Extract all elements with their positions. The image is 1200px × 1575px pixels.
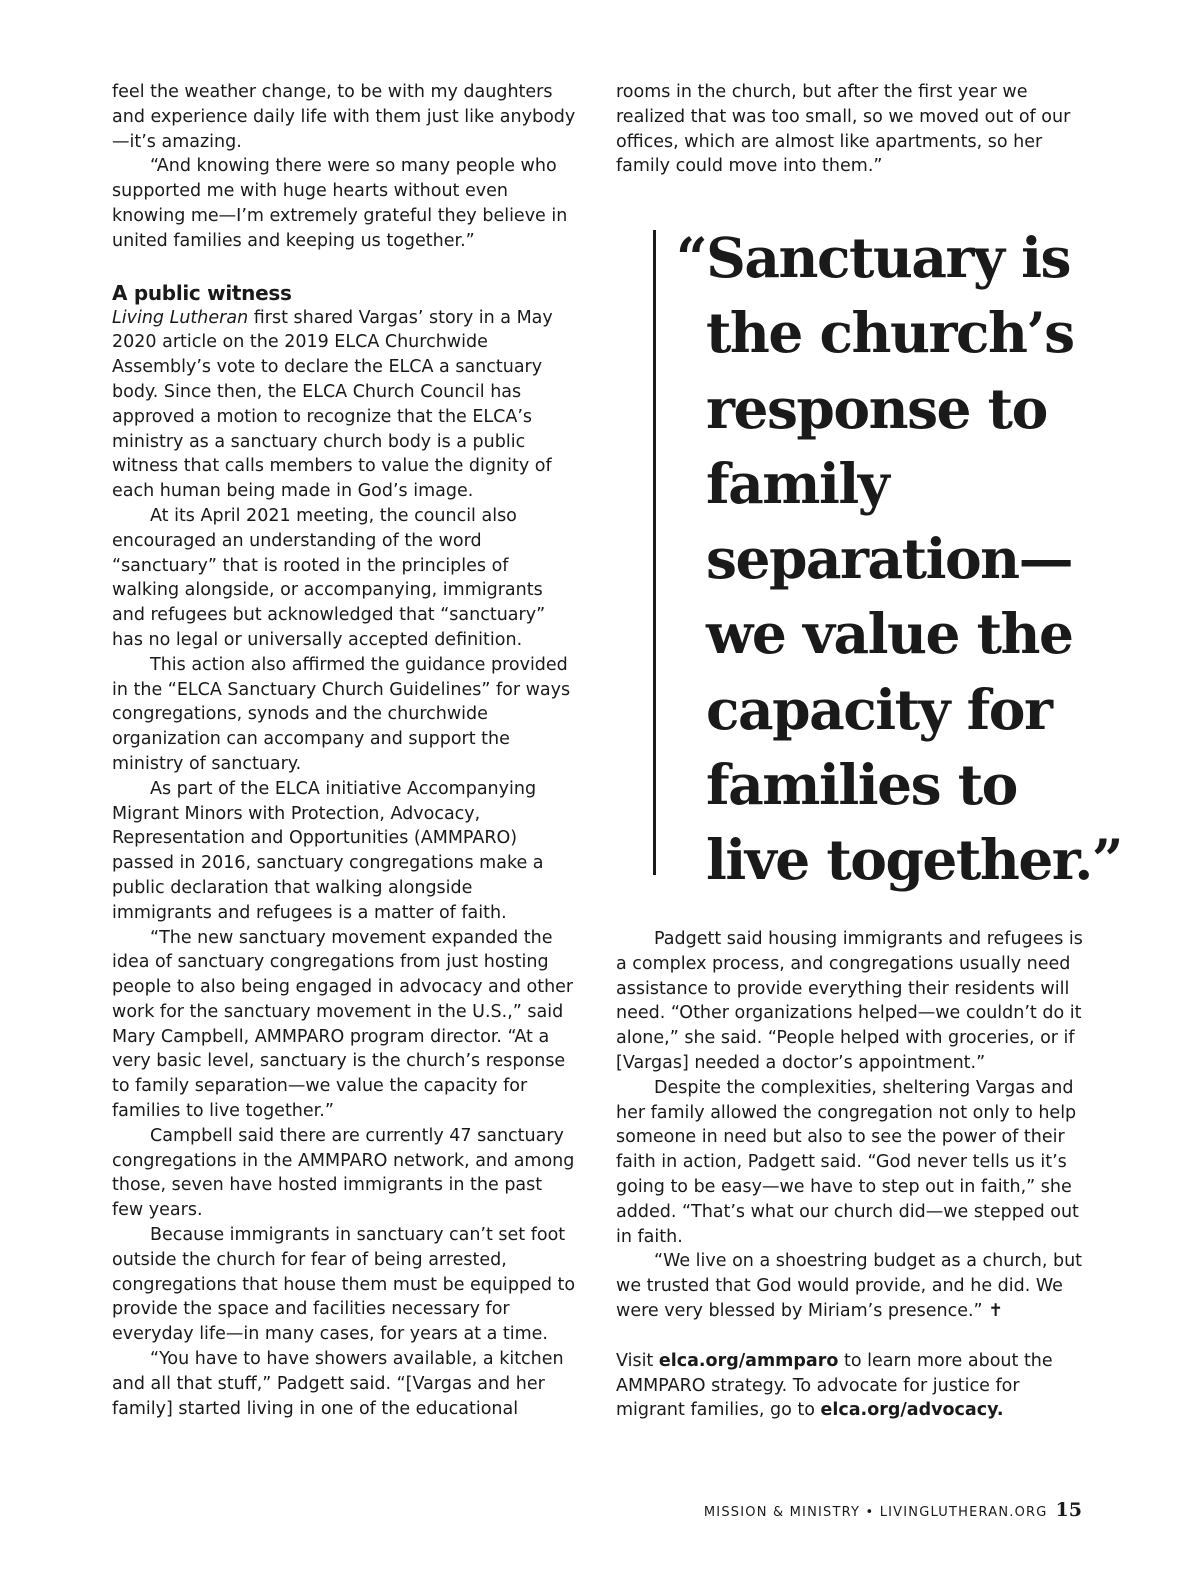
footer-label: MISSION & MINISTRY • LIVINGLUTHERAN.ORG [703, 1505, 1048, 1520]
section-heading: A public witness [112, 280, 292, 305]
paragraph: feel the weather change, to be with my daughters and experience daily life with them just like anybody—it’s amazing. [112, 82, 576, 152]
paragraph: Campbell said there are currently 47 sanctuary congregations in the AMMPARO network, and among those, seven have hosted immigrants in the past few years. [112, 1125, 575, 1221]
paragraph: This action also affirmed the guidance provided in the “ELCA Sanctuary Church Guidelines” for ways congregations, synods and the churchwide organization can accompany and support the ministry of sanctuary. [112, 654, 571, 774]
call-to-action [616, 1349, 1086, 1423]
paragraph-text: “We live on a shoestring budget as a church, but we trusted that God would provide, and he did. We were very blessed by Miriam’s presence.” [616, 1251, 1083, 1321]
paragraph: At its April 2021 meeting, the council also encouraged an understanding of the word “sanctuary” that is rooted in the principles of walking alongside, or accompanying, immigrants and refugees but acknowledged that “sanctuary” has no legal or universally accepted definition. [112, 505, 546, 650]
pull-quote-text: “Sanctuary is the church’s response to family separation— we value the capacity for families to live together.” [676, 225, 1123, 893]
left-column [112, 80, 577, 1421]
cta-text: Visit [616, 1350, 659, 1371]
paragraph-text: first shared Vargas’ story in a May 2020 article on the 2019 ELCA Churchwide Assembly’s vote to declare the ELCA a sanctuary body. Since then, the ELCA Church Council has approved a motion to recognize that the ELCA’s ministry as a sanctuary church body is a public witness that calls members to value the dignity of each human being made in God’s image. [112, 307, 553, 502]
cta-text: to learn more about the AMMPARO strategy. To advocate for justice for migrant families, go to [616, 1350, 1053, 1421]
end-cross-icon: ✝ [988, 1300, 1003, 1321]
page-footer [704, 1499, 1082, 1521]
paragraph: rooms in the church, but after the first year we realized that was too small, so we moved out of our offices, which are almost like apartments, so her family could move into them.” [616, 82, 1071, 177]
paragraph: “You have to have showers available, a kitchen and all that stuff,” Padgett said. “[Vargas and her family] started living in one of the educational [112, 1349, 564, 1419]
publication-title: Living Lutheran [112, 307, 249, 328]
paragraph: “And knowing there were so many people who supported me with huge hearts without even knowing me—I’m extremely grateful they believe in united families and keeping us together.” [112, 156, 568, 251]
paragraph: Padgett said housing immigrants and refugees is a complex process, and congregations usually need assistance to provide everything their residents will need. “Other organizations helped—we couldn’t do it alone,” she said. “People helped with groceries, or if [Vargas] needed a doctor’s appointment.” [616, 929, 1083, 1073]
paragraph [616, 1249, 1086, 1323]
pull-quote [653, 225, 1123, 893]
paragraph: As part of the ELCA initiative Accompanying Migrant Minors with Protection, Advocacy, Representation and Opportunities (AMMPARO) passed in 2016, sanctuary congregations make a public declaration that walking alongside immigrants and refugees is a matter of faith. [112, 778, 544, 923]
paragraph [112, 306, 577, 504]
paragraph: “The new sanctuary movement expanded the idea of sanctuary congregations from just hosting people to also being engaged in advocacy and other work for the sanctuary movement in the U.S.,” said Mary Campbell, AMMPARO program director. “At a very basic level, sanctuary is the church’s response to family separation—we value the capacity for families to live together.” [112, 927, 574, 1122]
ammparo-link[interactable]: elca.org/ammparo [658, 1350, 839, 1371]
right-column-bottom [616, 927, 1086, 1423]
page-number: 15 [1055, 1499, 1082, 1521]
paragraph: Because immigrants in sanctuary can’t set foot outside the church for fear of being arrested, congregations that house them must be equipped to provide the space and facilities necessary for everyday life—in many cases, for years at a time. [112, 1225, 576, 1345]
advocacy-link[interactable]: elca.org/advocacy. [820, 1400, 1004, 1421]
paragraph: Despite the complexities, sheltering Vargas and her family allowed the congregation not only to help someone in need but also to see the power of their faith in action, Padgett said. “God never tells us it’s going to be easy—we have to step out in faith,” she added. “That’s what our church did—we stepped out in faith. [616, 1077, 1079, 1247]
right-column-top [616, 80, 1086, 179]
